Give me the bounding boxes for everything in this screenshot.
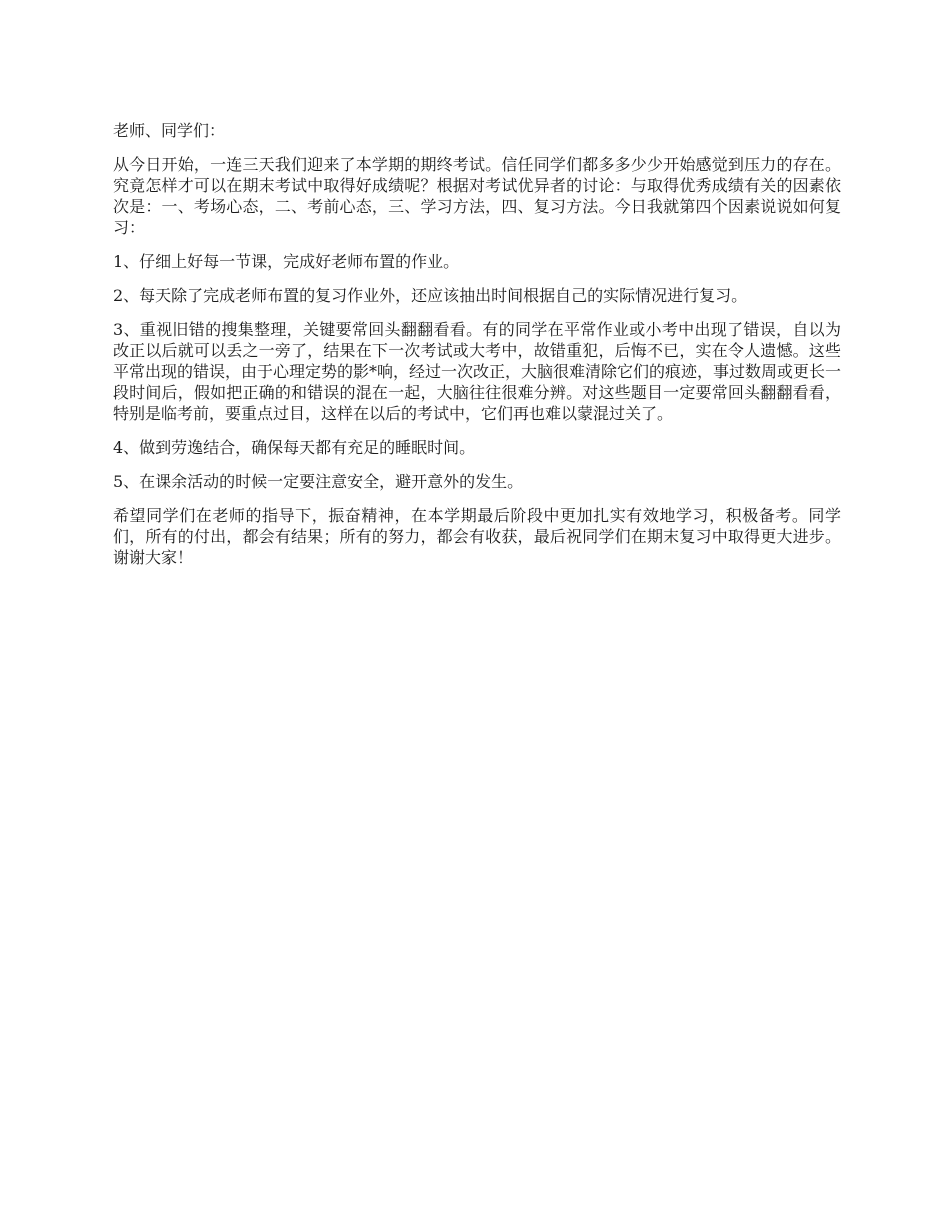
list-item-4: 4、做到劳逸结合，确保每天都有充足的睡眠时间。 xyxy=(113,438,476,457)
document-body xyxy=(113,120,841,581)
greeting: 老师、同学们： xyxy=(113,121,226,140)
list-item-3: 3、重视旧错的搜集整理，关键要常回头翻翻看看。有的同学在平常作业或小考中出现了错误，自以为改正以后就可以丢之一旁了，结果在下一次考试或大考中，故错重犯，后悔不已，实在令人遗憾。这些平常出现的错误，由于心理定势的影*响，经过一次改正，大脑很难清除它们的痕迹，事过数周或更长一段时间后，假如把正确的和错误的混在一起，大脑往往很难分辨。对这些题目一定要常回头翻翻看看，特别是临考前，要重点过目，这样在以后的考试中，它们再也难以蒙混过关了。 xyxy=(113,320,842,423)
closing-paragraph: 希望同学们在老师的指导下，振奋精神，在本学期最后阶段中更加扎实有效地学习，积极备考。同学们，所有的付出，都会有结果；所有的努力，都会有收获，最后祝同学们在期末复习中取得更大进步。谢谢大家！ xyxy=(113,506,841,567)
intro-paragraph: 从今日开始，一连三天我们迎来了本学期的期终考试。信任同学们都多多少少开始感觉到压力的存在。究竟怎样才可以在期末考试中取得好成绩呢？根据对考试优异者的讨论：与取得优秀成绩有关的因素依次是：一、考场心态，二、考前心态，三、学习方法，四、复习方法。今日我就第四个因素说说如何复习： xyxy=(113,155,841,237)
list-item-1: 1、仔细上好每一节课，完成好老师布置的作业。 xyxy=(113,252,460,271)
list-item-5: 5、在课余活动的时候一定要注意安全，避开意外的发生。 xyxy=(113,472,524,491)
list-item-2: 2、每天除了完成老师布置的复习作业外，还应该抽出时间根据自己的实际情况进行复习。 xyxy=(113,286,748,305)
